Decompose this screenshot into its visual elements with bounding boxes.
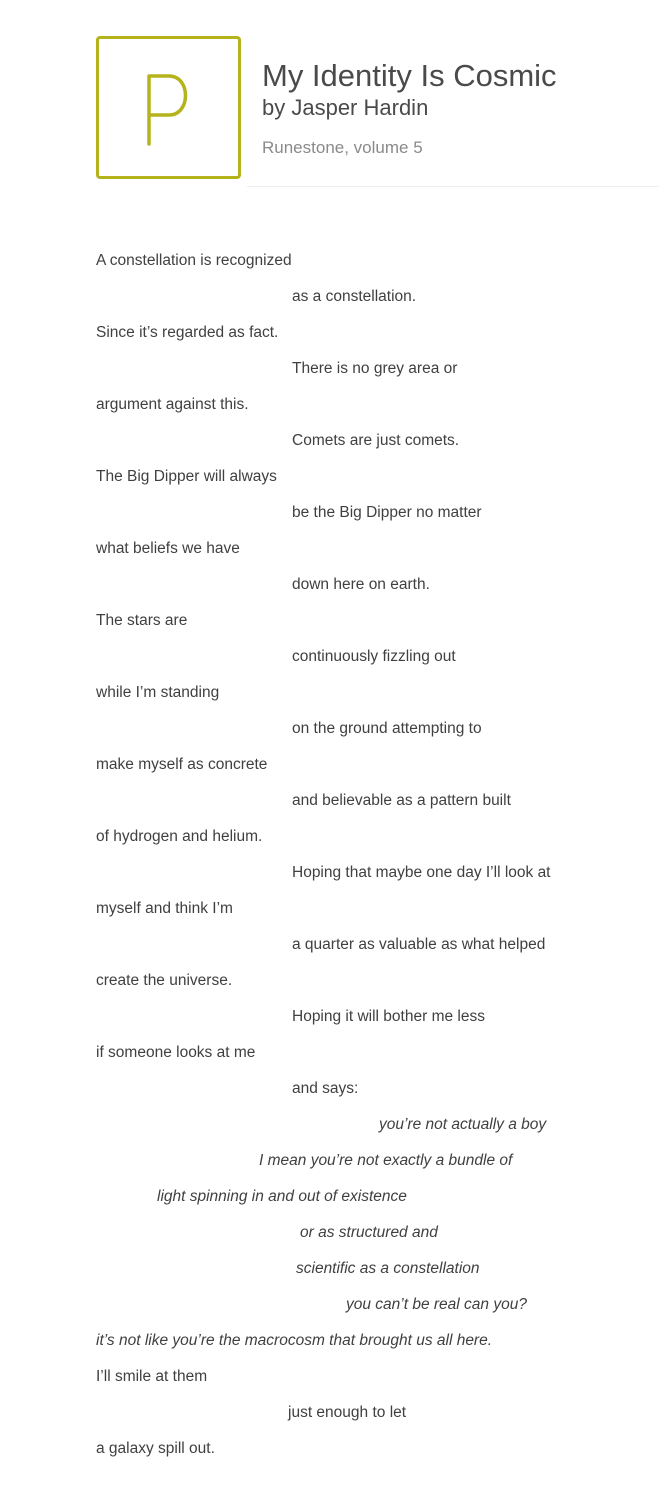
poem-line: scientific as a constellation — [296, 1260, 480, 1277]
publication-source: Runestone, volume 5 — [262, 138, 423, 157]
p-letter-logo-icon — [99, 39, 238, 176]
poem-line: be the Big Dipper no matter — [292, 504, 482, 521]
poem-line: I’ll smile at them — [96, 1368, 208, 1385]
poem-line: just enough to let — [288, 1404, 407, 1421]
poem-line: There is no grey area or — [292, 360, 458, 377]
poem-line: light spinning in and out of existence — [157, 1188, 407, 1205]
poem-title: My Identity Is Cosmic — [262, 58, 557, 93]
poem-line: I mean you’re not exactly a bundle of — [259, 1152, 513, 1169]
poem-line: create the universe. — [96, 972, 233, 989]
poem-line: Since it’s regarded as fact. — [96, 324, 279, 341]
poem-line: you can’t be real can you? — [346, 1296, 527, 1313]
poem-line: as a constellation. — [292, 288, 417, 305]
poem-line: and believable as a pattern built — [292, 792, 511, 809]
poem-line: The Big Dipper will always — [96, 468, 277, 485]
poem-line: argument against this. — [96, 396, 249, 413]
poem-line: it’s not like you’re the macrocosm that brought us all here. — [96, 1332, 493, 1349]
poem-line: The stars are — [96, 612, 188, 629]
poem-line: and says: — [292, 1080, 359, 1097]
poem-line: of hydrogen and helium. — [96, 828, 263, 845]
poem-line: down here on earth. — [292, 576, 430, 593]
poem-line: you’re not actually a boy — [379, 1116, 547, 1133]
poem-line: what beliefs we have — [96, 540, 240, 557]
poem-line: Comets are just comets. — [292, 432, 460, 449]
poem-line: Hoping that maybe one day I’ll look at — [292, 864, 551, 881]
poem-line: a galaxy spill out. — [96, 1440, 215, 1457]
poem-byline: by Jasper Hardin — [262, 95, 429, 120]
poem-line: Hoping it will bother me less — [292, 1008, 485, 1025]
journal-logo — [96, 36, 241, 179]
poem-line: continuously fizzling out — [292, 648, 456, 665]
poem-line: while I’m standing — [96, 684, 220, 701]
poem-line: myself and think I’m — [96, 900, 233, 917]
poem-line: or as structured and — [300, 1224, 438, 1241]
poem-line: make myself as concrete — [96, 756, 268, 773]
poem-line: on the ground attempting to — [292, 720, 482, 737]
poem-line: A constellation is recognized — [96, 252, 292, 269]
poem-line: a quarter as valuable as what helped — [292, 936, 546, 953]
header-divider — [247, 186, 659, 187]
poem-line: if someone looks at me — [96, 1044, 256, 1061]
